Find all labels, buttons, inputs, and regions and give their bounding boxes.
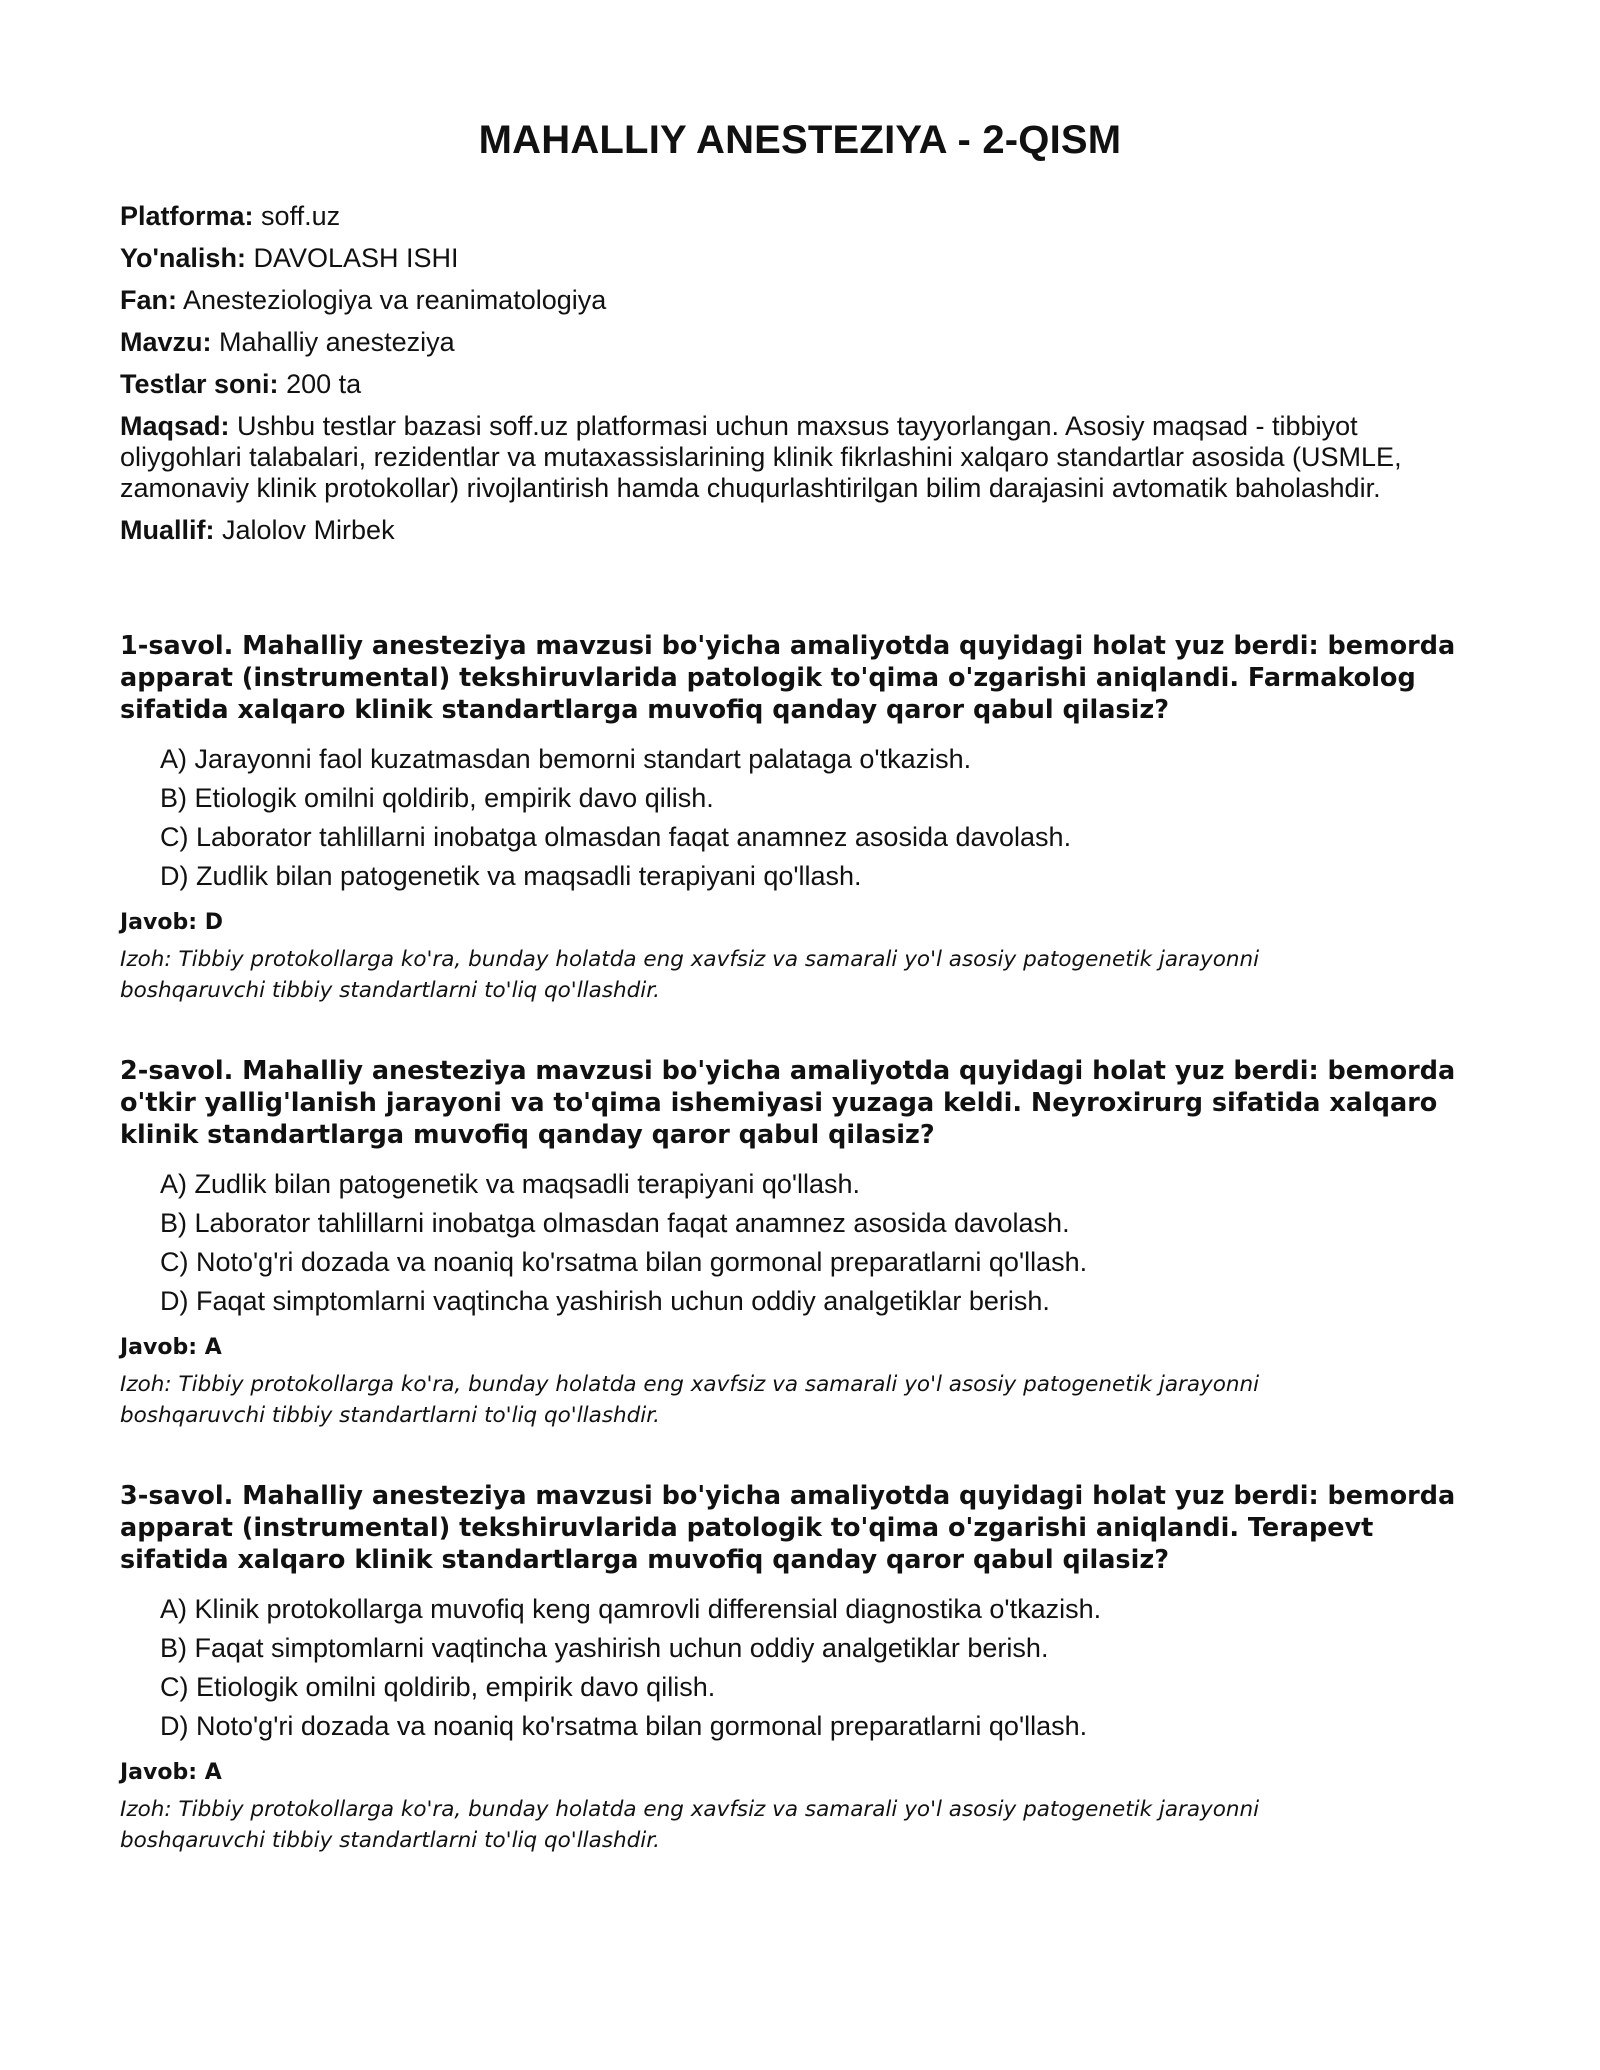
question-text: 2-savol. Mahalliy anesteziya mavzusi bo'yicha amaliyotda quyidagi holat yuz berdi: bemorda o'tkir yallig'lanish jarayoni va to'qima ishemiyasi yuzaga keldi. Neyroxirurg sifatida xalqaro klinik standartlarga muvofiq qanday qaror qabul qilasiz? <box>120 1056 1456 1150</box>
meta-key: Fan: <box>120 285 177 315</box>
option-a: A) Klinik protokollarga muvofiq keng qamrovli differensial diagnostika o'tkazish. <box>160 1594 1102 1624</box>
meta-testlar-soni <box>120 369 1480 400</box>
document-page <box>120 118 1480 1905</box>
option-c: C) Laborator tahlillarni inobatga olmasdan faqat anamnez asosida davolash. <box>160 822 1072 852</box>
question-1 <box>120 630 1480 1006</box>
meta-fan <box>120 285 1480 316</box>
meta-key: Yo'nalish: <box>120 243 246 273</box>
meta-value: soff.uz <box>261 201 341 231</box>
option-a: A) Jarayonni faol kuzatmasdan bemorni standart palataga o'tkazish. <box>160 744 972 774</box>
meta-mavzu <box>120 327 1480 358</box>
option-a: A) Zudlik bilan patogenetik va maqsadli terapiyani qo'llash. <box>160 1169 861 1199</box>
meta-yonalish <box>120 243 1480 274</box>
meta-key: Maqsad: <box>120 411 230 441</box>
answer-explanation: Izoh: Tibbiy protokollarga ko'ra, bunday holatda eng xavfsiz va samarali yo'l asosiy patogenetik jarayonni boshqaruvchi tibbiy standartlarni to'liq qo'llashdir. <box>120 1372 1260 1428</box>
question-list <box>120 630 1480 1856</box>
meta-value: Anesteziologiya va reanimatologiya <box>183 285 607 315</box>
question-text: 1-savol. Mahalliy anesteziya mavzusi bo'yicha amaliyotda quyidagi holat yuz berdi: bemorda apparat (instrumental) tekshiruvlarida patologik to'qima o'zgarishi aniqlandi. Farmakolog sifatida xalqaro klinik standartlarga muvofiq qanday qaror qabul qilasiz? <box>120 631 1456 725</box>
option-d: D) Noto'g'ri dozada va noaniq ko'rsatma bilan gormonal preparatlarni qo'llash. <box>160 1711 1088 1741</box>
meta-key: Testlar soni: <box>120 369 279 399</box>
document-meta <box>120 201 1480 546</box>
question-2 <box>120 1055 1480 1431</box>
meta-value: Ushbu testlar bazasi soff.uz platformasi uchun maxsus tayyorlangan. Asosiy maqsad - tibbiyot oliygohlari talabalari, rezidentlar va mutaxassislarining klinik fikrlashini xalqaro standartlar asosida (USMLE, zamonaviy klinik protokollar) rivojlantirish hamda chuqurlashtirilgan bilim darajasini avtomatik baholashdir. <box>120 411 1402 503</box>
meta-platforma <box>120 201 1480 232</box>
meta-value: DAVOLASH ISHI <box>253 243 459 273</box>
question-3 <box>120 1480 1480 1856</box>
meta-value: Jalolov Mirbek <box>222 515 395 545</box>
meta-value: 200 ta <box>286 369 362 399</box>
answer-options <box>160 1590 1480 1746</box>
meta-value: Mahalliy anesteziya <box>219 327 455 357</box>
meta-key: Muallif: <box>120 515 215 545</box>
option-c: C) Etiologik omilni qoldirib, empirik davo qilish. <box>160 1672 716 1702</box>
correct-answer: Javob: D <box>120 910 223 935</box>
option-b: B) Etiologik omilni qoldirib, empirik davo qilish. <box>160 783 714 813</box>
option-d: D) Zudlik bilan patogenetik va maqsadli terapiyani qo'llash. <box>160 861 862 891</box>
answer-explanation: Izoh: Tibbiy protokollarga ko'ra, bunday holatda eng xavfsiz va samarali yo'l asosiy patogenetik jarayonni boshqaruvchi tibbiy standartlarni to'liq qo'llashdir. <box>120 1797 1260 1853</box>
document-title: MAHALLIY ANESTEZIYA - 2-QISM <box>478 118 1122 162</box>
option-c: C) Noto'g'ri dozada va noaniq ko'rsatma bilan gormonal preparatlarni qo'llash. <box>160 1247 1088 1277</box>
answer-options <box>160 1165 1480 1321</box>
option-b: B) Laborator tahlillarni inobatga olmasdan faqat anamnez asosida davolash. <box>160 1208 1070 1238</box>
correct-answer: Javob: A <box>120 1335 222 1360</box>
correct-answer: Javob: A <box>120 1760 222 1785</box>
option-b: B) Faqat simptomlarni vaqtincha yashirish uchun oddiy analgetiklar berish. <box>160 1633 1049 1663</box>
answer-explanation: Izoh: Tibbiy protokollarga ko'ra, bunday holatda eng xavfsiz va samarali yo'l asosiy patogenetik jarayonni boshqaruvchi tibbiy standartlarni to'liq qo'llashdir. <box>120 947 1260 1003</box>
question-text: 3-savol. Mahalliy anesteziya mavzusi bo'yicha amaliyotda quyidagi holat yuz berdi: bemorda apparat (instrumental) tekshiruvlarida patologik to'qima o'zgarishi aniqlandi. Terapevt sifatida xalqaro klinik standartlarga muvofiq qanday qaror qabul qilasiz? <box>120 1481 1456 1575</box>
option-d: D) Faqat simptomlarni vaqtincha yashirish uchun oddiy analgetiklar berish. <box>160 1286 1050 1316</box>
answer-options <box>160 740 1480 896</box>
meta-muallif <box>120 515 1480 546</box>
meta-key: Mavzu: <box>120 327 212 357</box>
meta-maqsad <box>120 411 1450 504</box>
meta-key: Platforma: <box>120 201 254 231</box>
